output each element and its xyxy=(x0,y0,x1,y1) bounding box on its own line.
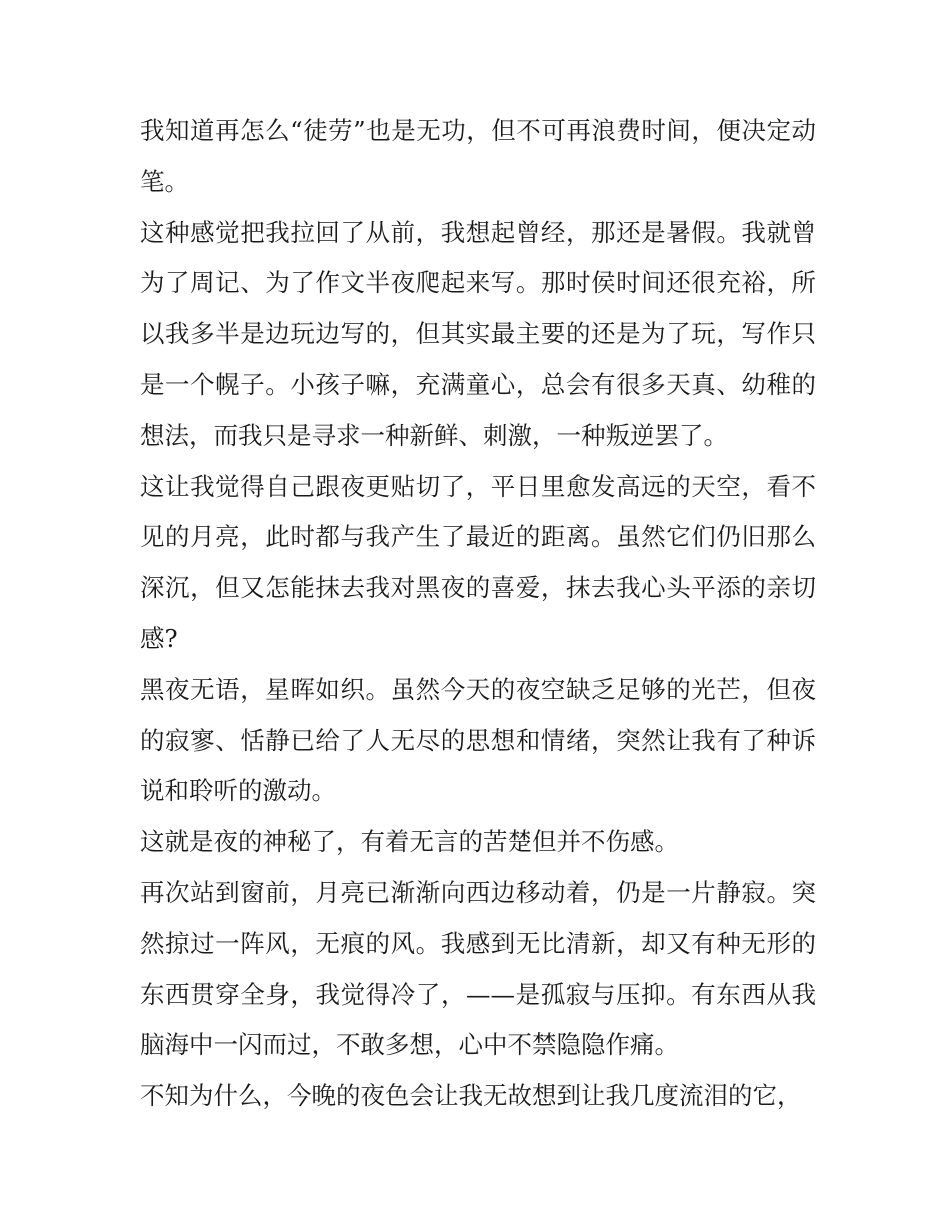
paragraph: 这种感觉把我拉回了从前，我想起曾经，那还是暑假。我就曾为了周记、为了作文半夜爬起来写。那时侯时间还很充裕，所以我多半是边玩边写的，但其实最主要的还是为了玩，写作只是一个幌子。小孩子嘛，充满童心，总会有很多天真、幼稚的想法，而我只是寻求一种新鲜、刺激，一种叛逆罢了。 xyxy=(140,217,816,450)
paragraph: 再次站到窗前，月亮已渐渐向西边移动着，仍是一片静寂。突然掠过一阵风，无痕的风。我感到无比清新，却又有种无形的东西贯穿全身，我觉得冷了，——是孤寂与压抑。有东西从我脑海中一闪而过，不敢多想，心中不禁隐隐作痛。 xyxy=(140,877,816,1060)
paragraph: 这就是夜的神秘了，有着无言的苦楚但并不伤感。 xyxy=(140,827,679,857)
paragraph: 不知为什么，今晚的夜色会让我无故想到让我几度流泪的它， xyxy=(140,1081,802,1111)
paragraph: 黑夜无语，星晖如织。虽然今天的夜空缺乏足够的光芒，但夜的寂寥、恬静已给了人无尽的思想和情绪，突然让我有了种诉说和聆听的激动。 xyxy=(140,674,816,806)
paragraph: 这让我觉得自己跟夜更贴切了，平日里愈发高远的天空，看不见的月亮，此时都与我产生了最近的距离。虽然它们仍旧那么深沉，但又怎能抹去我对黑夜的喜爱，抹去我心头平添的亲切感? xyxy=(140,471,816,653)
document-body xyxy=(140,106,816,1122)
paragraph: 我知道再怎么“徒劳”也是无功，但不可再浪费时间，便决定动笔。 xyxy=(140,116,816,196)
